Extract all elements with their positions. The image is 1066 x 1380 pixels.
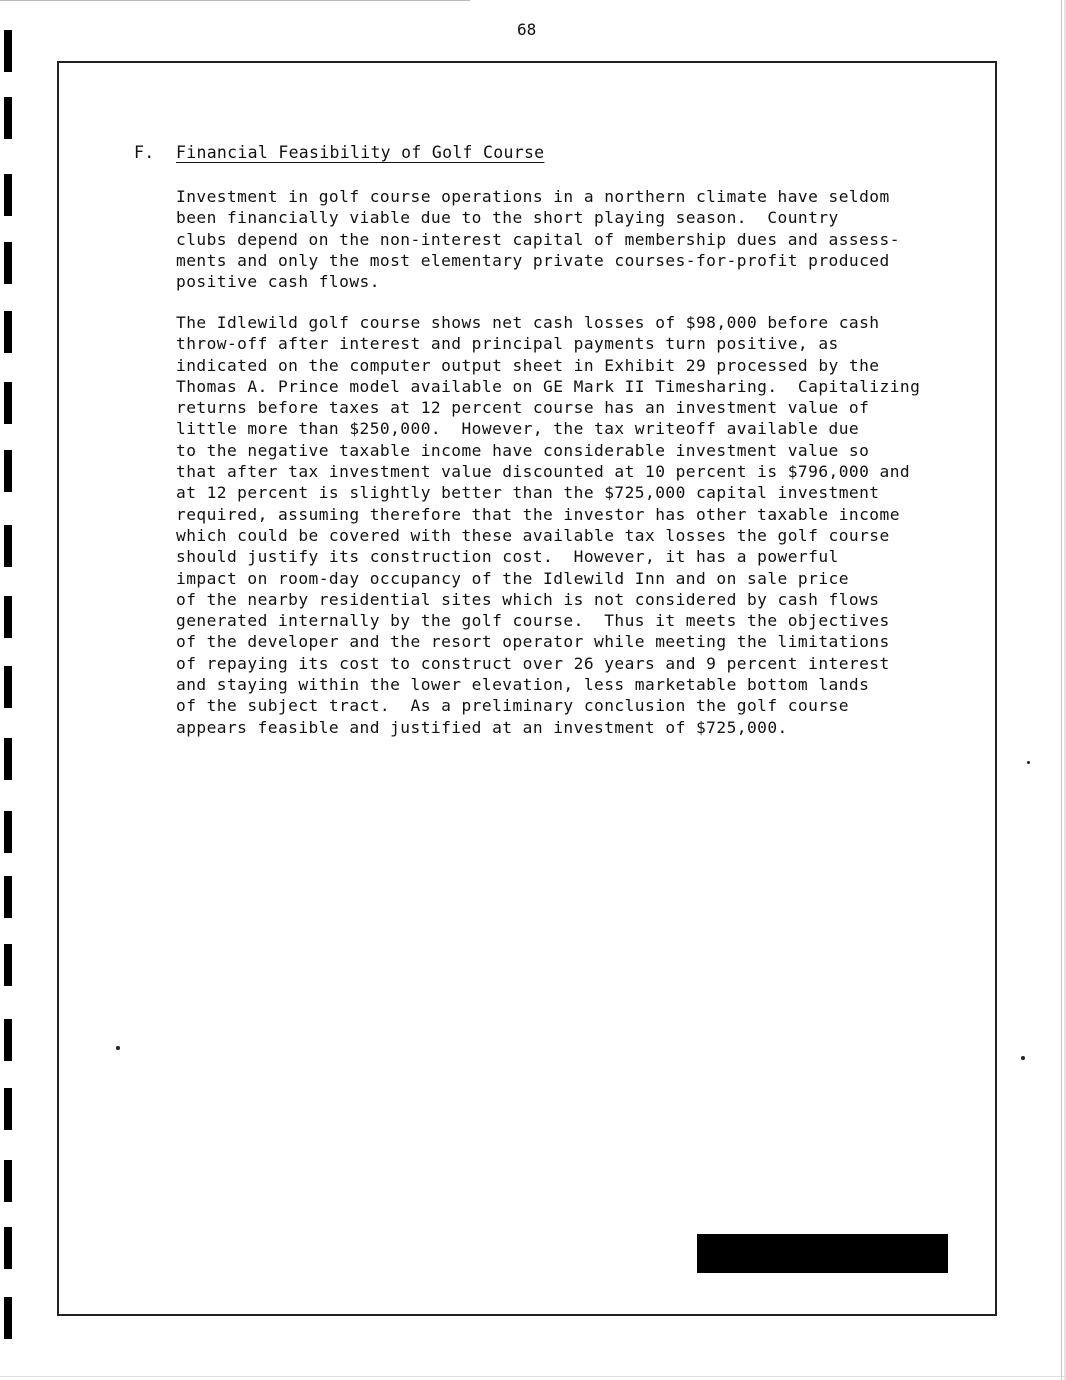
binder-mark [4,30,12,72]
text-line: and staying within the lower elevation, less marketable bottom lands [176,675,870,695]
binder-mark [4,382,12,424]
text-line: at 12 percent is slightly better than the $725,000 capital investment [176,483,880,503]
text-line: returns before taxes at 12 percent course has an investment value of [176,398,870,418]
text-line: clubs depend on the non-interest capital of membership dues and assess- [176,229,900,249]
binder-mark [4,876,12,918]
page-number: 68 [517,20,537,39]
binder-mark [4,738,12,780]
binder-mark [4,311,12,353]
text-line: of repaying its cost to construct over 26 years and 9 percent interest [176,653,890,673]
paragraph-1 [176,186,976,292]
text-line: ments and only the most elementary private courses-for-profit produced [176,250,890,270]
binder-hole-marks [4,0,14,1380]
section-heading [134,143,544,162]
binder-mark [4,1019,12,1061]
section-title: Financial Feasibility of Golf Course [176,143,545,162]
text-line: of the developer and the resort operator while meeting the limitations [176,632,890,652]
binder-mark [4,525,12,567]
text-line: impact on room-day occupancy of the Idlewild Inn and on sale price [176,568,849,588]
scan-speck [1021,1056,1025,1060]
text-line: generated internally by the golf course. Thus it meets the objectives [176,611,890,631]
binder-mark [4,450,12,492]
text-line: Thomas A. Prince model available on GE Mark II Timesharing. Capitalizing [176,376,921,396]
bottom-scan-edge [0,1376,1066,1377]
text-line: been financially viable due to the short playing season. Country [176,208,839,228]
text-line: Investment in golf course operations in a northern climate have seldom [176,187,890,206]
scan-speck [116,1046,120,1050]
binder-mark [4,1160,12,1202]
right-scan-edge [1061,0,1062,1380]
section-letter: F. [134,143,155,162]
paragraph-2 [176,312,976,738]
binder-mark [4,666,12,708]
binder-mark [4,242,12,284]
binder-mark [4,1227,12,1269]
binder-mark [4,174,12,216]
binder-mark [4,1088,12,1130]
redaction-box [697,1234,948,1273]
text-line: required, assuming therefore that the investor has other taxable income [176,504,900,524]
text-line: should justify its construction cost. However, it has a powerful [176,547,839,567]
text-line: that after tax investment value discounted at 10 percent is $796,000 and [176,462,911,482]
text-line: to the negative taxable income have considerable investment value so [176,440,870,460]
text-line: which could be covered with these available tax losses the golf course [176,525,890,545]
scan-speck [1027,761,1030,764]
text-line: little more than $250,000. However, the tax writeoff available due [176,419,860,439]
binder-mark [4,1297,12,1339]
binder-mark [4,811,12,853]
text-line: indicated on the computer output sheet in Exhibit 29 processed by the [176,355,880,375]
text-line: appears feasible and justified at an investment of $725,000. [176,717,788,737]
text-line: throw-off after interest and principal payments turn positive, as [176,334,839,354]
text-line: of the subject tract. As a preliminary conclusion the golf course [176,696,849,716]
text-line: positive cash flows. [176,272,380,292]
binder-mark [4,944,12,986]
text-line: of the nearby residential sites which is not considered by cash flows [176,589,880,609]
top-scan-edge [0,0,470,1]
binder-mark [4,97,12,139]
text-line: The Idlewild golf course shows net cash losses of $98,000 before cash [176,313,880,332]
binder-mark [4,596,12,638]
